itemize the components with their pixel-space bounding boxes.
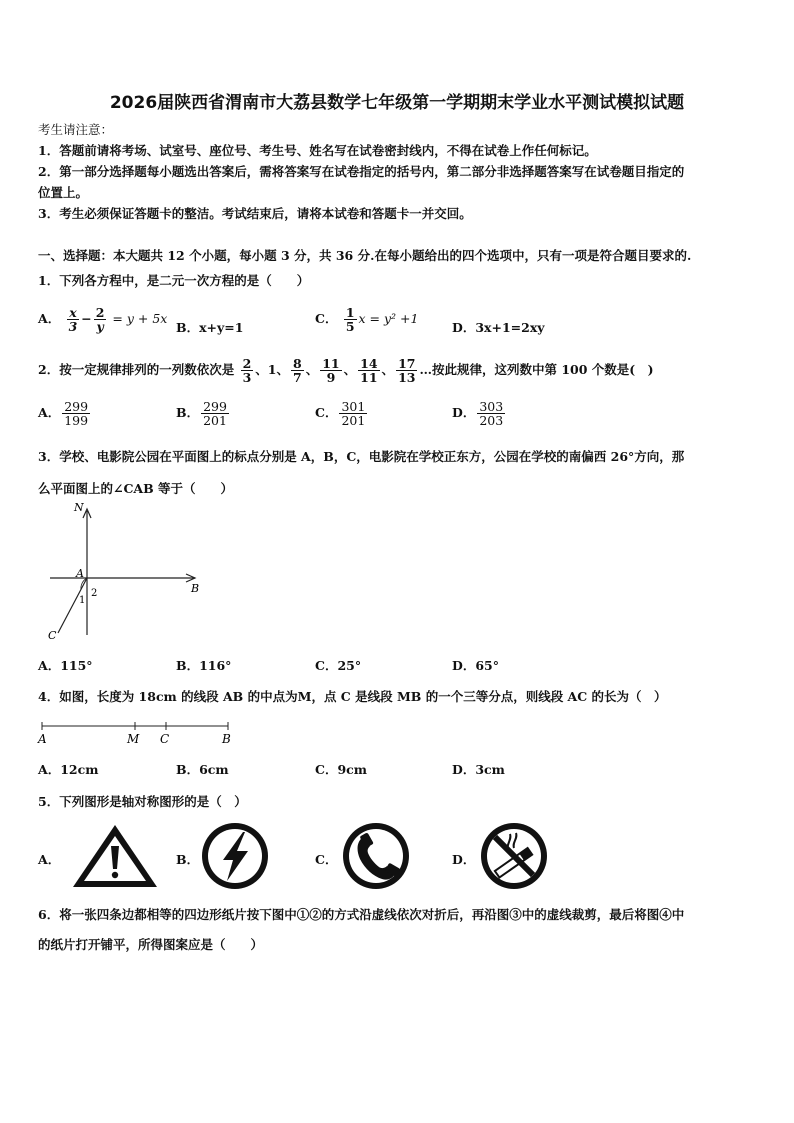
q2-d-num: 303 xyxy=(479,399,504,414)
q1-option-b: B．x+y=1 xyxy=(176,320,244,335)
q5-option-d-label: D． xyxy=(452,852,476,867)
q3-stem-line2: 么平面图上的∠CAB 等于（ ） xyxy=(38,481,234,496)
q2-d-label: D． xyxy=(452,405,476,421)
q4-segment-figure xyxy=(36,718,236,748)
q2-option-b xyxy=(176,400,231,427)
q4-label-c: C xyxy=(160,732,170,746)
q3-angle-2: 2 xyxy=(91,588,98,599)
q4-label-m: M xyxy=(127,732,140,746)
q3-option-d: D．65° xyxy=(452,658,499,673)
q6-stem-line1: 6．将一张四条边都相等的四边形纸片按下图中①②的方式沿虚线依次对折后，再沿图③中的虚线裁剪，最后将图④中 xyxy=(38,907,685,922)
q2-option-d xyxy=(452,400,507,427)
q4-option-a: A．12cm xyxy=(38,762,99,777)
q3-stem-line1: 3．学校、电影院公园在平面图上的标点分别是 A，B，C，电影院在学校正东方，公园在学校的南偏西 26°方向，那 xyxy=(38,449,685,464)
no-smoking-icon xyxy=(478,820,550,892)
telephone-icon xyxy=(340,820,412,892)
q1-a-rhs: = y + 5x xyxy=(108,311,168,327)
q3-option-b: B．116° xyxy=(176,658,232,673)
warning-triangle-icon xyxy=(70,822,160,890)
q4-label-a: A xyxy=(38,732,47,746)
q2-seq-5-den: 11 xyxy=(360,370,378,386)
q2-option-a xyxy=(38,400,92,427)
q2-seq-6-den: 13 xyxy=(398,370,416,386)
q4-option-d: D．3cm xyxy=(452,762,505,777)
q3-label-n: N xyxy=(74,503,84,514)
q3-label-b: B xyxy=(191,582,200,595)
lightning-icon xyxy=(199,820,271,892)
q1-option-c xyxy=(315,306,418,333)
q1-a-minus: − xyxy=(81,311,92,327)
q2-seq-5-num: 14 xyxy=(360,356,378,371)
q5-stem: 5．下列图形是轴对称图形的是（ ） xyxy=(38,794,247,809)
q1-option-c-label: C． xyxy=(315,311,338,327)
q1-stem: 1．下列各方程中，是二元一次方程的是（ ） xyxy=(38,273,310,288)
q4-label-b: B xyxy=(222,732,231,746)
section-heading: 一、选择题：本大题共 12 个小题，每小题 3 分，共 36 分.在每小题给出的四个选项中，只有一项是符合题目要求的. xyxy=(38,248,692,263)
q3-option-a: A．115° xyxy=(38,658,93,673)
q4-stem: 4．如图，长度为 18cm 的线段 AB 的中点为M，点 C 是线段 MB 的一个三等分点，则线段 AC 的长为（ ） xyxy=(38,689,667,704)
q1-a-frac1-num: x xyxy=(69,305,77,320)
q2-option-c xyxy=(315,400,369,427)
q2-seq-1-num: 2 xyxy=(242,356,252,371)
exam-title: 2026届陕西省渭南市大荔县数学七年级第一学期期末学业水平测试模拟试题 xyxy=(109,93,685,113)
q1-option-a xyxy=(38,306,167,333)
q2-b-num: 299 xyxy=(203,399,227,414)
q2-d-den: 203 xyxy=(479,413,504,429)
q2-seq-3-num: 8 xyxy=(293,356,302,371)
notice-item-2-cont: 位置上。 xyxy=(38,185,89,200)
q2-a-den: 199 xyxy=(64,413,89,429)
q1-c-frac-num: 1 xyxy=(345,305,355,320)
q2-c-label: C． xyxy=(315,405,338,421)
notice-heading: 考生请注意： xyxy=(38,122,114,137)
q2-seq-4-num: 11 xyxy=(322,356,340,371)
q1-c-frac-den: 5 xyxy=(345,319,355,335)
q2-b-label: B． xyxy=(176,405,200,421)
q1-a-frac1-den: 3 xyxy=(68,319,78,335)
q3-angle-1: 1 xyxy=(79,595,86,606)
notice-item-1: 1．答题前请将考场、试室号、座位号、考生号、姓名写在试卷密封线内，不得在试卷上作任何标记。 xyxy=(38,143,597,158)
q2-c-num: 301 xyxy=(341,399,366,414)
q3-label-c: C xyxy=(48,629,57,642)
q2-seq-2: 1 xyxy=(267,362,277,378)
q5-option-c-label: C． xyxy=(315,852,338,867)
q1-c-rest: x = y² +1 xyxy=(358,311,419,327)
q4-option-b: B．6cm xyxy=(176,762,229,777)
q1-a-frac2-den: y xyxy=(96,319,104,335)
q3-label-a: A xyxy=(76,567,84,580)
q2-c-den: 201 xyxy=(341,413,366,429)
q1-option-d: D．3x+1=2xy xyxy=(452,320,545,335)
q2-a-num: 299 xyxy=(64,399,89,414)
q5-option-b-label: B． xyxy=(176,852,200,867)
q1-a-frac2-num: 2 xyxy=(95,305,105,320)
q2-seq-4-den: 9 xyxy=(326,370,336,386)
q5-option-a-label: A． xyxy=(38,852,61,867)
notice-item-3: 3．考生必须保证答题卡的整洁。考试结束后，请将本试卷和答题卡一并交回。 xyxy=(38,206,472,221)
notice-item-2: 2．第一部分选择题每小题选出答案后，需将答案写在试卷指定的括号内，第二部分非选择题答案写在试卷题目指定的 xyxy=(38,164,685,179)
q2-b-den: 201 xyxy=(203,413,227,429)
q2-stem-a: 2．按一定规律排列的一列数依次是 xyxy=(38,362,235,378)
q4-option-c: C．9cm xyxy=(315,762,367,777)
q2-seq-1-den: 3 xyxy=(242,370,252,386)
q6-stem-line2: 的纸片打开铺平，所得图案应是（ ） xyxy=(38,937,264,952)
q2-stem-b: …按此规律，这列数中第 100 个数是( ) xyxy=(419,362,654,378)
q2-seq-6-num: 17 xyxy=(398,356,416,371)
q2-a-label: A． xyxy=(38,405,61,421)
q2-seq-3-den: 7 xyxy=(293,370,302,386)
q2-stem: 2．按一定规律排列的一列数依次是 $\frac{2}{3}$ 、1、 $\frac{8}{7}$ 、 $\frac{11}{9}$ 、 $\frac{14}{11}$ 、 $\frac{17}{13}$ …按此规律，这列数中第 100 个数是( ) xyxy=(38,356,654,386)
q3-direction-figure xyxy=(40,503,210,648)
q3-option-c: C．25° xyxy=(315,658,362,673)
q1-option-a-label: A． xyxy=(38,311,61,327)
